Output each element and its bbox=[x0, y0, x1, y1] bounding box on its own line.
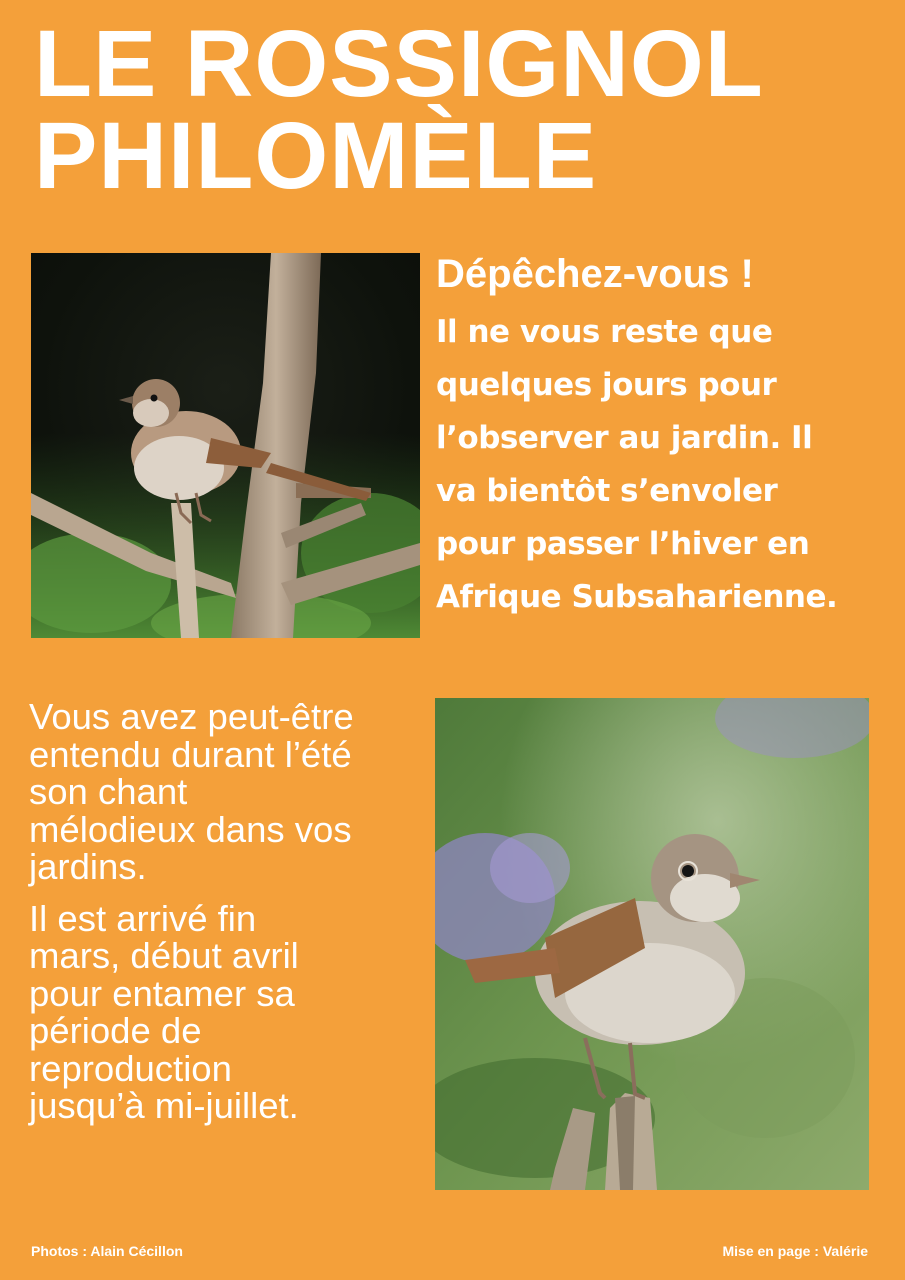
paragraph-line: période de bbox=[29, 1010, 202, 1051]
paragraph-line: son chant bbox=[29, 771, 188, 812]
paragraph-line: jardins. bbox=[29, 846, 147, 887]
urgent-line: Il ne vous reste que bbox=[436, 314, 773, 350]
urgent-line: l’observer au jardin. Il bbox=[436, 420, 813, 456]
nightingale-on-post-photo bbox=[435, 698, 869, 1190]
paragraph-arrival bbox=[29, 897, 424, 1126]
photo-credit: Photos : Alain Cécillon bbox=[31, 1243, 183, 1259]
paragraph-line: entendu durant l’été bbox=[29, 733, 352, 775]
paragraph-line: reproduction bbox=[29, 1047, 232, 1089]
paragraph-line: Il est arrivé fin bbox=[29, 897, 257, 939]
poster-title bbox=[34, 11, 764, 209]
urgent-line: pour passer l’hiver en bbox=[436, 526, 810, 562]
urgent-heading: Dépêchez-vous ! bbox=[436, 252, 754, 296]
urgent-text bbox=[436, 306, 886, 624]
paragraph-song bbox=[29, 698, 424, 886]
paragraph-line: mélodieux dans vos bbox=[29, 808, 352, 850]
paragraph-line: mars, début avril bbox=[29, 935, 299, 976]
urgent-line: Afrique Subsaharienne. bbox=[436, 579, 838, 615]
nightingale-on-branch-photo bbox=[31, 253, 420, 638]
paragraph-line: pour entamer sa bbox=[29, 972, 295, 1014]
title-line-2: PHILOMÈLE bbox=[34, 103, 598, 209]
paragraph-line: Vous avez peut-être bbox=[29, 696, 354, 737]
paragraph-line: jusqu’à mi-juillet. bbox=[29, 1085, 299, 1126]
layout-credit: Mise en page : Valérie bbox=[722, 1243, 868, 1259]
urgent-line: quelques jours pour bbox=[436, 367, 777, 403]
title-line-1: LE ROSSIGNOL bbox=[34, 11, 764, 117]
description-block bbox=[29, 698, 424, 1125]
urgent-notice bbox=[436, 248, 886, 624]
urgent-line: va bientôt s’envoler bbox=[436, 473, 778, 509]
